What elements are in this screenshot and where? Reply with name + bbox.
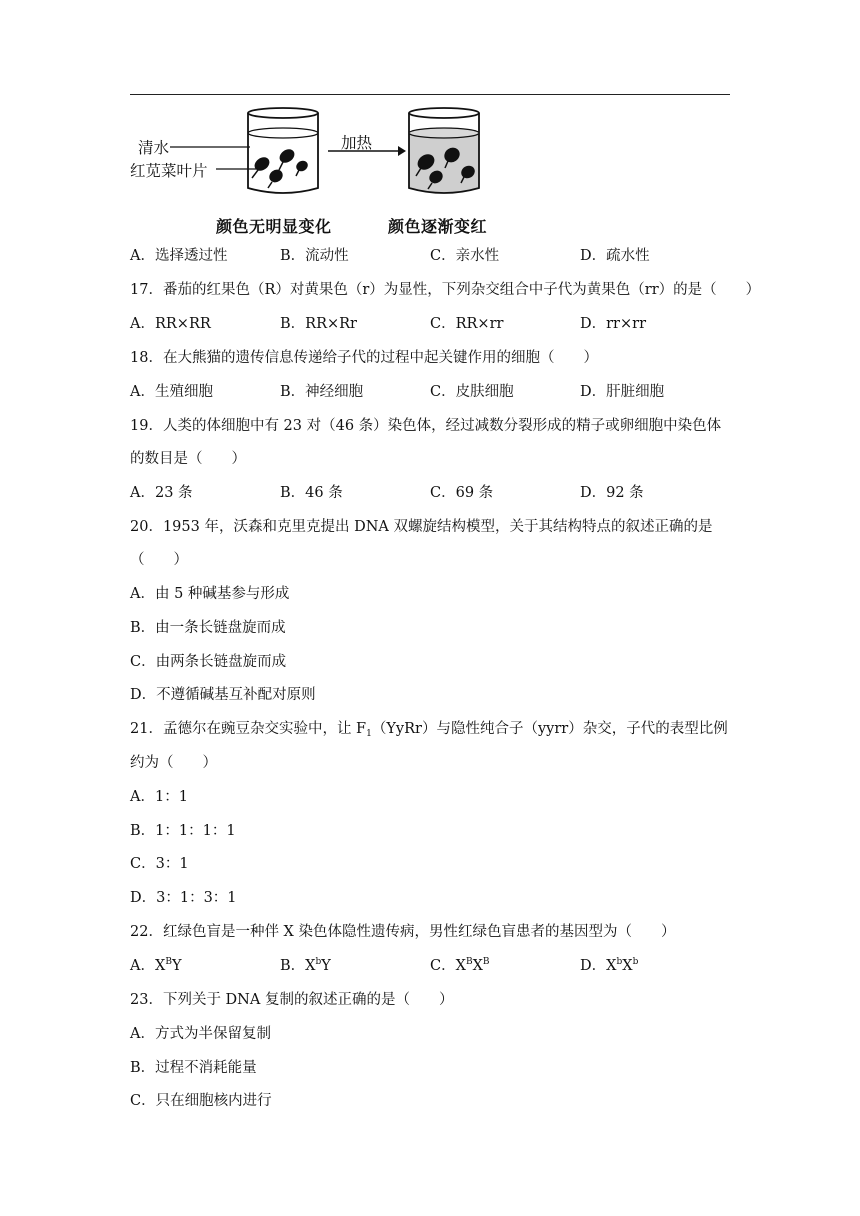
q22-option-b-x: X bbox=[305, 958, 316, 974]
q22-option-c-x2: X bbox=[472, 958, 483, 974]
q23-option-c[interactable]: C．只在细胞核内进行 bbox=[130, 1093, 272, 1109]
q22-option-b[interactable] bbox=[280, 959, 331, 974]
q19-option-c[interactable]: C．69 条 bbox=[430, 485, 494, 501]
q21-option-d[interactable]: D．3：1：3：1 bbox=[130, 890, 237, 906]
q23-stem: 23．下列关于 DNA 复制的叙述正确的是（ ） bbox=[130, 992, 454, 1008]
q19-stem-line2: 的数目是（ ） bbox=[130, 451, 246, 467]
q21-option-a[interactable]: A．1：1 bbox=[130, 789, 188, 805]
q20-stem-line1: 20．1953 年，沃森和克里克提出 DNA 双螺旋结构模型，关于其结构特点的叙述正确的是 bbox=[130, 519, 713, 535]
q20-option-b[interactable]: B．由一条长链盘旋而成 bbox=[130, 620, 286, 636]
q20-option-c[interactable]: C．由两条长链盘旋而成 bbox=[130, 654, 287, 670]
label-heat: 加热 bbox=[341, 134, 373, 152]
caption-right: 颜色逐渐变红 bbox=[388, 217, 488, 236]
q17-option-a[interactable]: A．RR×RR bbox=[130, 316, 211, 332]
q22-option-b-sup: b bbox=[315, 957, 322, 967]
q22-option-d[interactable] bbox=[580, 959, 638, 974]
q21-stem-post: （YyRr）与隐性纯合子（yyrr）杂交，子代的表型比例 bbox=[371, 721, 728, 737]
q22-option-d-x1: X bbox=[606, 958, 617, 974]
q16-option-b[interactable]: B．流动性 bbox=[280, 248, 349, 264]
q21-stem-line1 bbox=[130, 722, 728, 737]
q22-option-a[interactable] bbox=[130, 959, 182, 974]
q18-option-a[interactable]: A．生殖细胞 bbox=[130, 384, 213, 400]
q21-stem-line2: 约为（ ） bbox=[130, 755, 217, 771]
q22-option-d-prefix: D． bbox=[580, 958, 607, 974]
q19-stem-line1: 19．人类的体细胞中有 23 对（46 条）染色体，经过减数分裂形成的精子或卵细胞中染色体 bbox=[130, 418, 722, 434]
q22-option-d-x2: X bbox=[622, 958, 633, 974]
q22-option-a-y: Y bbox=[171, 958, 182, 974]
q21-stem-sub: 1 bbox=[366, 729, 372, 739]
q18-stem: 18．在大熊猫的遗传信息传递给子代的过程中起关键作用的细胞（ ） bbox=[130, 350, 598, 366]
q17-stem: 17．番茄的红果色（R）对黄果色（r）为显性，下列杂交组合中子代为黄果色（rr）的是（ ） bbox=[130, 282, 761, 298]
label-water: 清水 bbox=[138, 139, 170, 157]
beaker-diagram bbox=[130, 100, 550, 210]
header-rule bbox=[130, 94, 730, 95]
q22-option-a-sup: B bbox=[165, 957, 172, 967]
q20-stem-line2: （ ） bbox=[130, 552, 188, 568]
q22-option-c-x1: X bbox=[455, 958, 466, 974]
q23-option-a[interactable]: A．方式为半保留复制 bbox=[130, 1026, 271, 1042]
q16-option-c[interactable]: C．亲水性 bbox=[430, 248, 500, 264]
q22-option-c[interactable] bbox=[430, 959, 490, 974]
q23-option-b[interactable]: B．过程不消耗能量 bbox=[130, 1060, 257, 1076]
q21-option-c[interactable]: C．3：1 bbox=[130, 856, 189, 872]
label-leaf: 红苋菜叶片 bbox=[130, 162, 208, 180]
q22-option-a-prefix: A． bbox=[130, 958, 155, 974]
q22-option-c-prefix: C． bbox=[430, 958, 456, 974]
q21-stem-pre: 21．孟德尔在豌豆杂交实验中，让 F bbox=[130, 721, 367, 737]
q19-option-d[interactable]: D．92 条 bbox=[580, 485, 644, 501]
q16-option-a[interactable]: A．选择透过性 bbox=[130, 248, 228, 264]
q16-option-d[interactable]: D．疏水性 bbox=[580, 248, 650, 264]
q22-option-c-sup1: B bbox=[465, 957, 473, 967]
beaker-right bbox=[409, 108, 479, 193]
caption-left: 颜色无明显变化 bbox=[216, 217, 332, 236]
q22-option-d-sup2: b bbox=[632, 957, 639, 967]
q22-option-a-x: X bbox=[154, 958, 166, 974]
q17-option-c[interactable]: C．RR×rr bbox=[430, 316, 504, 332]
q21-option-b[interactable]: B．1：1：1：1 bbox=[130, 823, 236, 839]
q17-option-b[interactable]: B．RR×Rr bbox=[280, 316, 357, 332]
q17-option-d[interactable]: D．rr×rr bbox=[580, 316, 647, 332]
q22-option-d-sup1: b bbox=[616, 957, 623, 967]
q20-option-a[interactable]: A．由 5 种碱基参与形成 bbox=[130, 586, 290, 602]
q22-option-c-sup2: B bbox=[482, 957, 490, 967]
beaker-left bbox=[248, 108, 318, 193]
q19-option-a[interactable]: A．23 条 bbox=[130, 485, 193, 501]
q22-stem: 22．红绿色盲是一种伴 X 染色体隐性遗传病，男性红绿色盲患者的基因型为（ ） bbox=[130, 924, 676, 940]
q19-option-b[interactable]: B．46 条 bbox=[280, 485, 343, 501]
q18-option-c[interactable]: C．皮肤细胞 bbox=[430, 384, 514, 400]
q18-option-b[interactable]: B．神经细胞 bbox=[280, 384, 364, 400]
q22-option-b-prefix: B． bbox=[280, 958, 306, 974]
experiment-figure bbox=[130, 100, 550, 240]
q20-option-d[interactable]: D．不遵循碱基互补配对原则 bbox=[130, 687, 316, 703]
q18-option-d[interactable]: D．肝脏细胞 bbox=[580, 384, 665, 400]
q22-option-b-y: Y bbox=[321, 958, 331, 974]
